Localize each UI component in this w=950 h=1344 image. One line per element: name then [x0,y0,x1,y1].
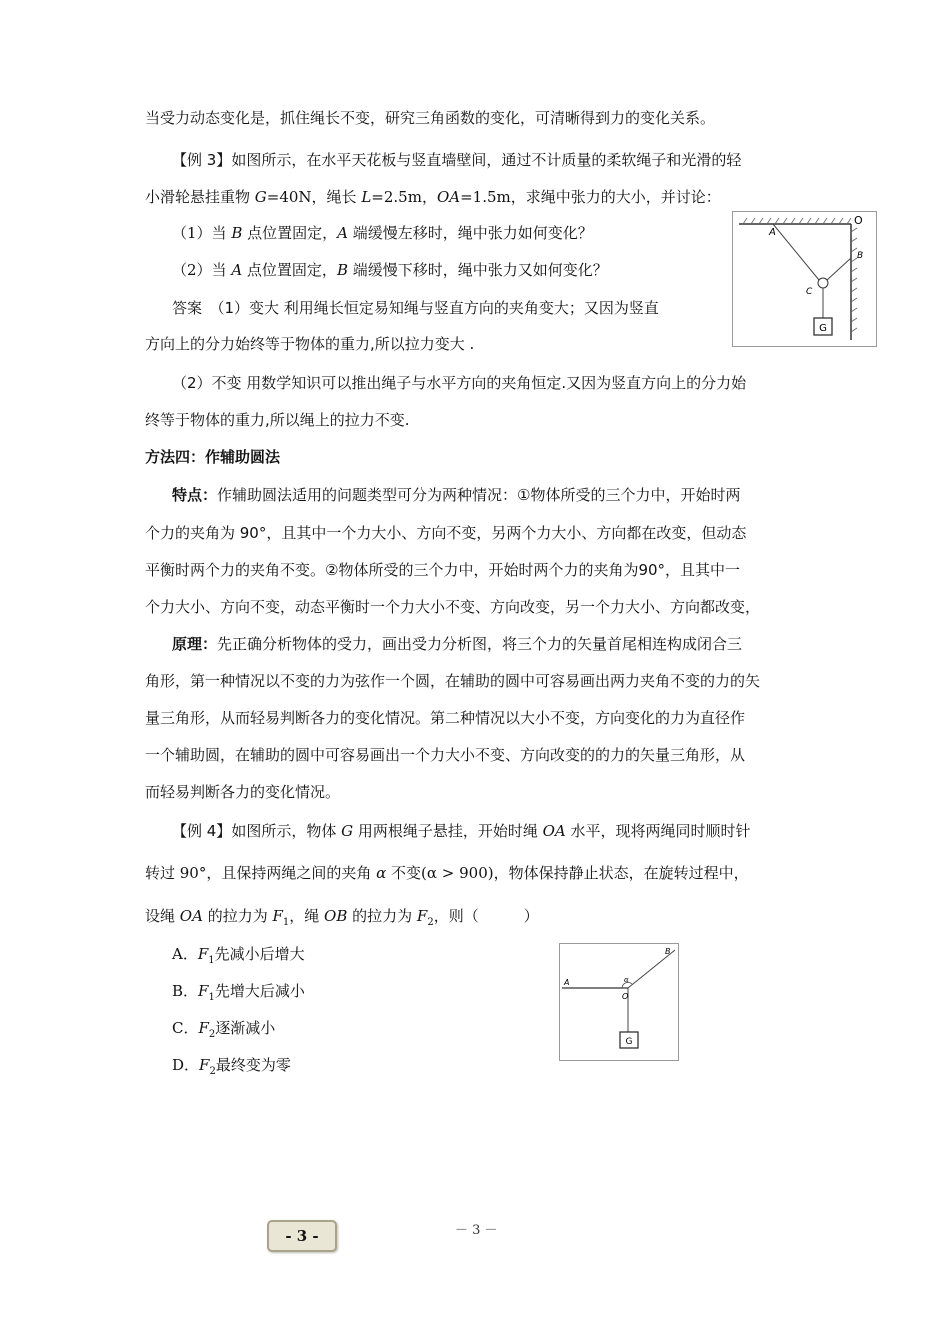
paragraph-line: 当受力动态变化是，抓住绳长不变，研究三角函数的变化，可清晰得到力的变化关系。 [145,109,716,127]
example-3-question-1: （1）当 B 点位置固定，A 端缓慢左移时，绳中张力如何变化？ [172,224,593,242]
pulley-wheel [818,278,828,288]
answer-2-cont: 终等于物体的重力,所以绳上的拉力不变. [145,411,410,429]
label-C: C [806,287,813,297]
rope-left [773,224,819,280]
label-A: A [769,227,776,238]
label-G: G [819,323,827,334]
label-A: A [564,978,570,987]
example-3-givens: 小滑轮悬挂重物 G=40N，绳长 L=2.5m，OA=1.5m，求绳中张力的大小，并讨论： [145,188,721,206]
example-3-question-2: （2）当 A 点位置固定，B 端缓慢下移时，绳中张力又如何变化？ [172,261,608,279]
two-rope-diagram-svg [560,944,678,1060]
feature-line-4: 个力大小、方向不变，动态平衡时一个力大小不变、方向改变，另一个力大小、方向都改变， [145,598,761,616]
feature-line-3: 平衡时两个力的夹角不变。②物体所受的三个力中，开始时两个力的夹角为90°，且其中一 [145,561,741,579]
principle-line-2: 角形，第一种情况以不变的力为弦作一个圆，在辅助的圆中可容易画出两力夹角不变的力的矢 [145,672,761,690]
option-c[interactable]: C．$F_2$逐渐减小 [172,1019,276,1040]
principle-line-1: 原理：先正确分析物体的受力，画出受力分析图，将三个力的矢量首尾相连构成闭合三 [172,635,743,653]
label-B: B [665,947,671,956]
example-4-question: 设绳 OA 的拉力为 $F_1$，绳 OB 的拉力为 $F_2$，则（ ） [145,907,539,928]
label-O: O [854,214,863,227]
answer-1: 答案 （1）变大 利用绳长恒定易知绳与竖直方向的夹角变大；又因为竖直 [172,299,659,317]
principle-line-3: 量三角形，从而轻易判断各力的变化情况。第二种情况以大小不变，方向变化的力为直径作 [145,709,746,727]
example-4-intro: 【例 4】如图所示，物体 G 用两根绳子悬挂，开始时绳 OA 水平，现将两绳同时顺时针 [172,822,751,840]
option-d[interactable]: D．$F_2$最终变为零 [172,1056,291,1077]
principle-line-4: 一个辅助圆，在辅助的圆中可容易画出一个力大小不变、方向改变的的力的矢量三角形，从 [145,746,746,764]
option-a[interactable]: A．$F_1$先减小后增大 [172,945,305,966]
label-O: O [622,992,629,1001]
pulley-diagram-svg [733,212,876,346]
label-G: G [625,1037,633,1047]
page-number-badge: - 3 - [267,1220,337,1252]
figure-pulley-diagram [732,211,877,347]
wall-hatch [851,228,857,332]
answer-1-cont: 方向上的分力始终等于物体的重力,所以拉力变大 . [145,335,475,353]
page-number: － 3 － [455,1223,498,1238]
feature-line-1: 特点：作辅助圆法适用的问题类型可分为两种情况：①物体所受的三个力中，开始时两 [172,486,741,504]
example-3-intro: 【例 3】如图所示，在水平天花板与竖直墙壁间，通过不计质量的柔软绳子和光滑的轻 [172,151,742,169]
label-B: B [857,251,864,261]
principle-line-5: 而轻易判断各力的变化情况。 [145,783,341,801]
example-4-condition: 转过 90°，且保持两绳之间的夹角 α 不变(α > 900)，物体保持静止状态，在旋转过程中， [145,864,749,882]
feature-line-2: 个力的夹角为 90°，且其中一个力大小、方向不变，另两个力大小、方向都在改变，但动态 [145,524,747,542]
figure-two-rope-diagram [559,943,679,1061]
label-alpha: α [624,976,629,984]
ceiling-hatch [743,218,851,224]
option-b[interactable]: B．$F_1$先增大后减小 [172,982,305,1003]
answer-2: （2）不变 用数学知识可以推出绳子与水平方向的夹角恒定.又因为竖直方向上的分力始 [172,374,747,392]
section-heading: 方法四：作辅助圆法 [145,448,281,466]
rope-right [827,258,851,280]
